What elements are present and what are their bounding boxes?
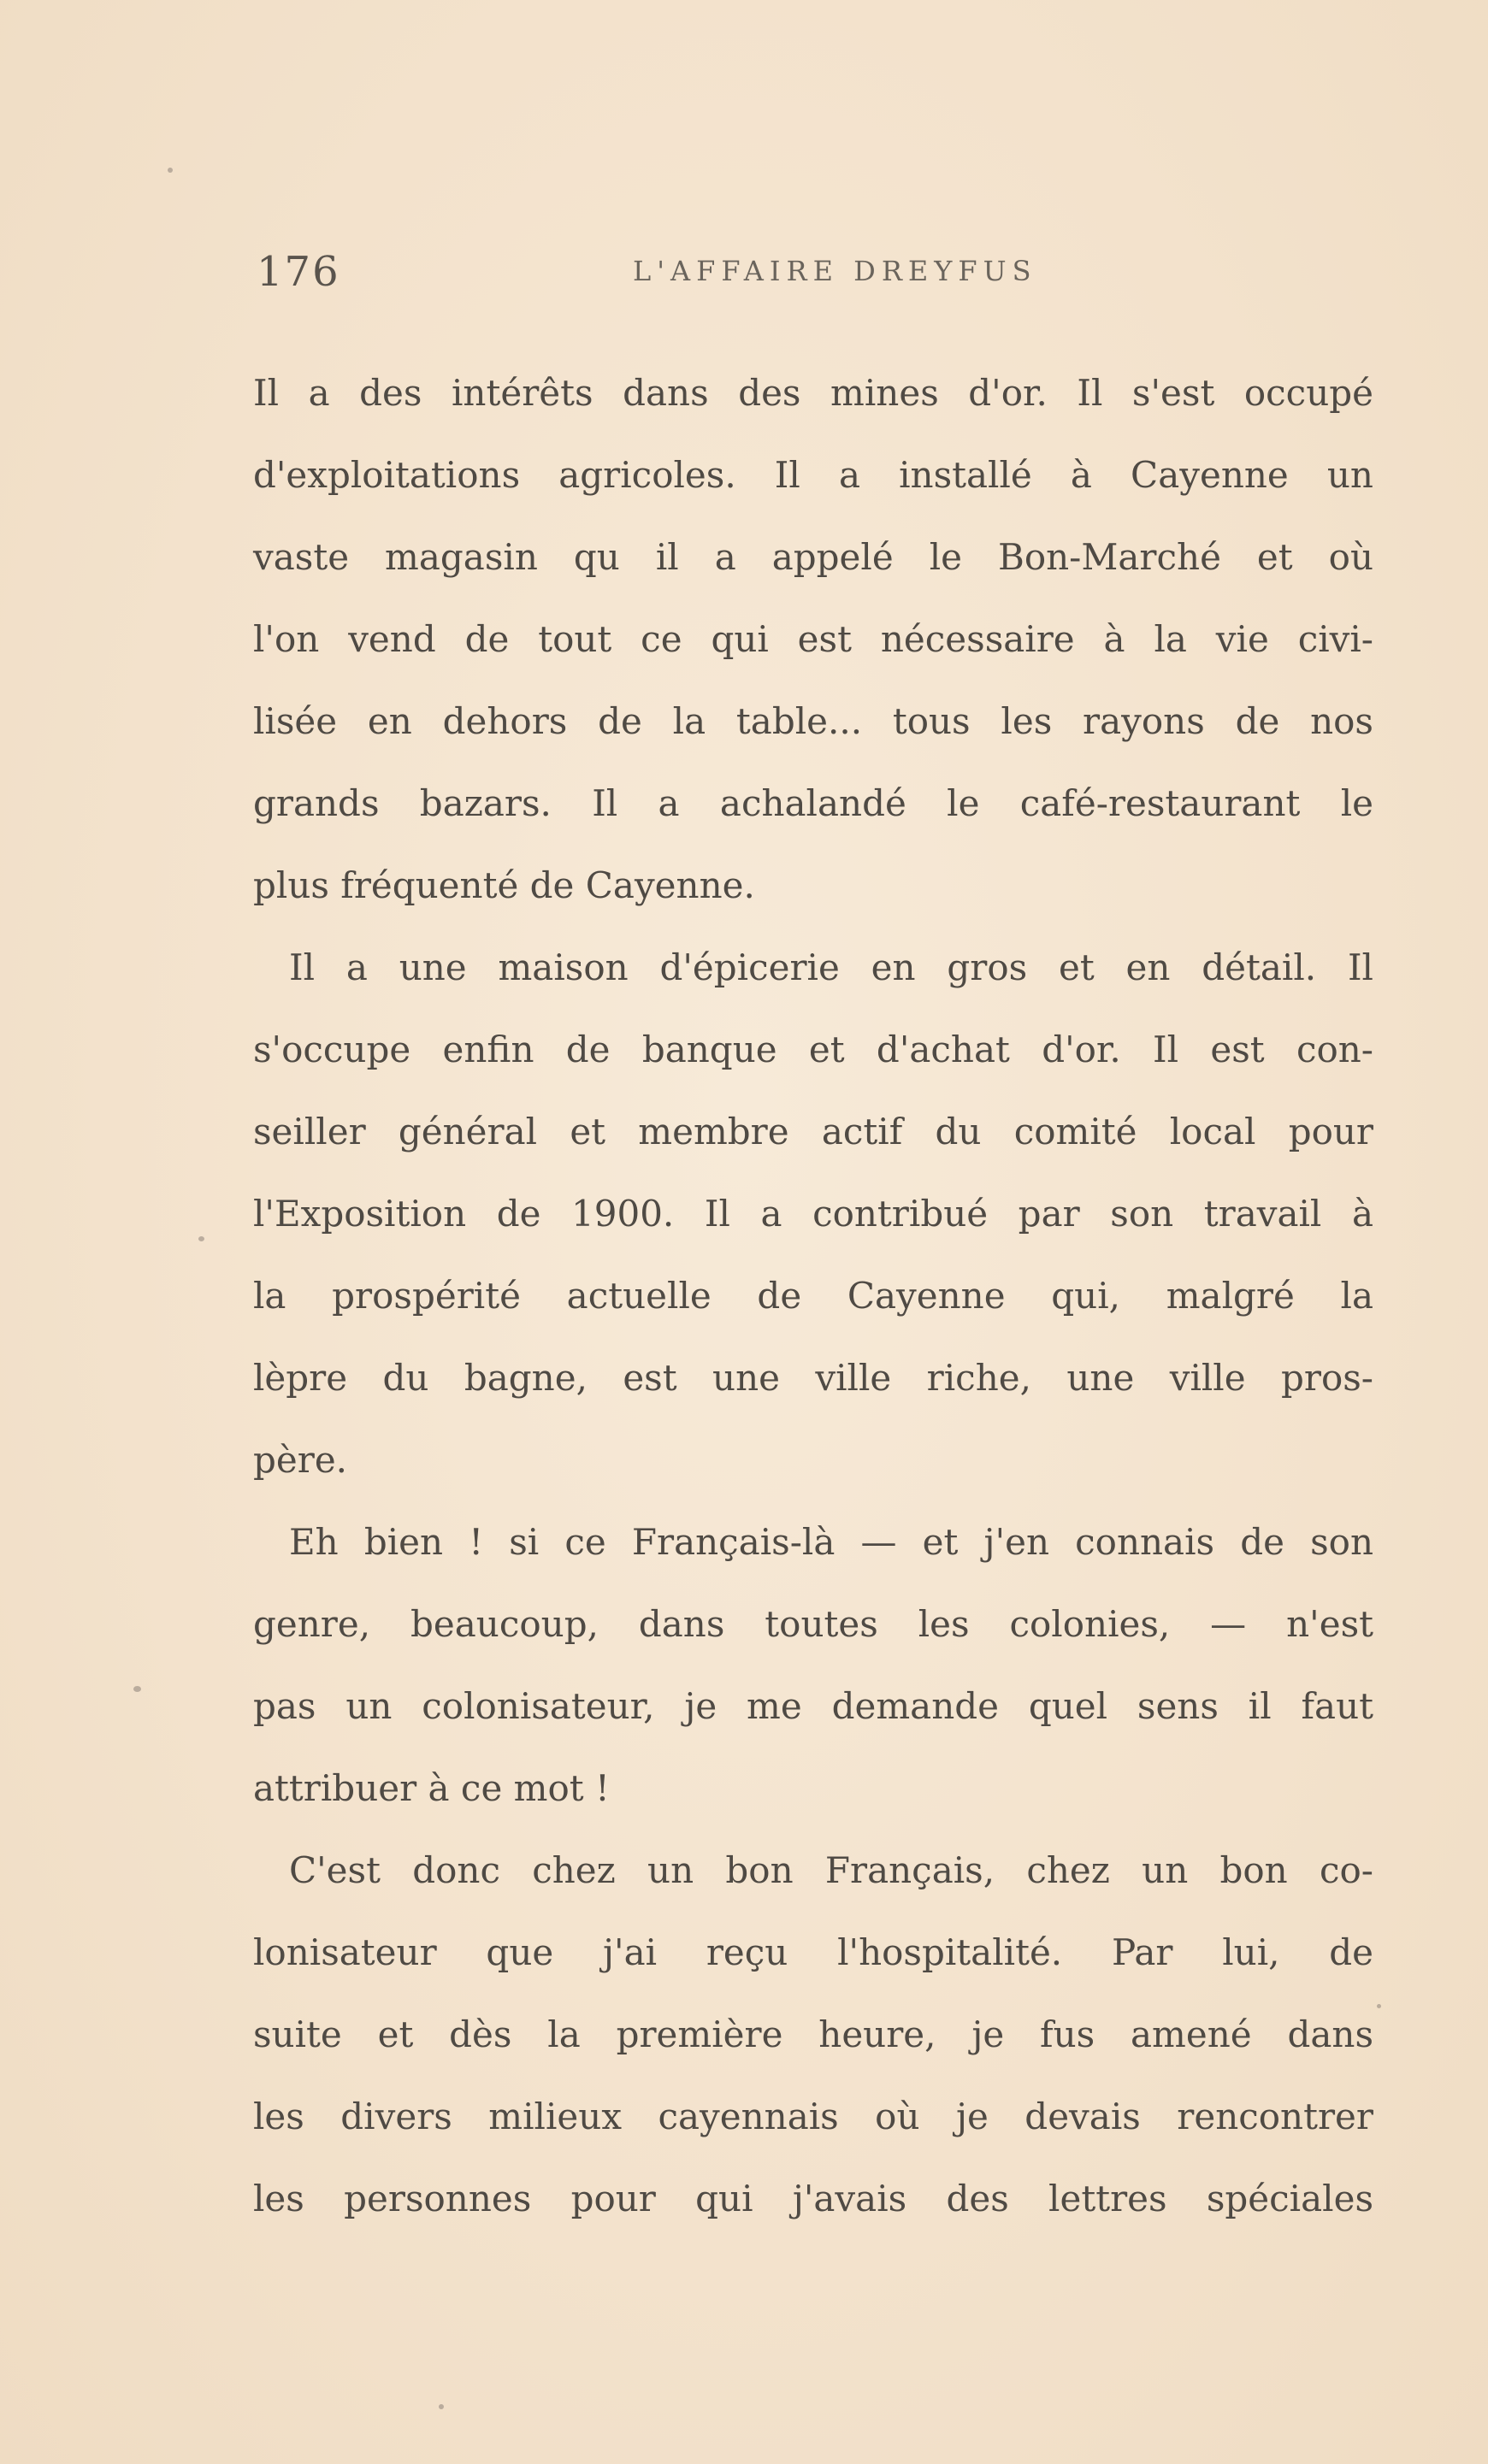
text-line: pas un colonisateur, je me demande quel sens il faut bbox=[253, 1685, 1373, 1727]
text-line: lisée en dehors de la table... tous les rayons de nos bbox=[253, 700, 1373, 742]
text-line: lonisateur que j'ai reçu l'hospitalité. Par lui, de bbox=[253, 1931, 1373, 1973]
text-line: l'on vend de tout ce qui est nécessaire à la vie civi- bbox=[253, 618, 1373, 660]
text-line: suite et dès la première heure, je fus amené dans bbox=[253, 2013, 1373, 2055]
text-line: attribuer à ce mot ! bbox=[253, 1767, 610, 1809]
text-line: l'Exposition de 1900. Il a contribué par son travail à bbox=[253, 1193, 1373, 1235]
text-line: s'occupe enfin de banque et d'achat d'or. Il est con- bbox=[253, 1029, 1373, 1070]
text-line: les personnes pour qui j'avais des lettres spéciales bbox=[253, 2178, 1373, 2219]
paragraph-start-line: C'est donc chez un bon Français, chez un bon co- bbox=[289, 1849, 1373, 1891]
text-line: Il a des intérêts dans des mines d'or. Il s'est occupé bbox=[253, 372, 1373, 414]
running-head bbox=[257, 248, 1385, 308]
paper-speck bbox=[439, 2404, 444, 2409]
text-line: genre, beaucoup, dans toutes les colonies, — n'est bbox=[253, 1603, 1373, 1645]
paper-speck bbox=[168, 168, 173, 173]
text-line: vaste magasin qu il a appelé le Bon-Marché et où bbox=[253, 536, 1373, 578]
text-line: lèpre du bagne, est une ville riche, une ville pros- bbox=[253, 1357, 1373, 1399]
paper-speck bbox=[133, 1686, 141, 1692]
body-text bbox=[253, 352, 1373, 2240]
text-line: les divers milieux cayennais où je devais rencontrer bbox=[253, 2096, 1373, 2137]
paragraph-start-line: Eh bien ! si ce Français-là — et j'en connais de son bbox=[289, 1521, 1373, 1563]
text-line: seiller général et membre actif du comité local pour bbox=[253, 1111, 1373, 1152]
running-title: L'AFFAIRE DREYFUS bbox=[633, 255, 1037, 287]
paper-speck bbox=[198, 1236, 204, 1241]
text-line: la prospérité actuelle de Cayenne qui, malgré la bbox=[253, 1275, 1373, 1317]
text-line: père. bbox=[253, 1439, 348, 1481]
paper-speck bbox=[1377, 2004, 1381, 2008]
text-line: grands bazars. Il a achalandé le café-restaurant le bbox=[253, 782, 1373, 824]
text-line: d'exploitations agricoles. Il a installé à Cayenne un bbox=[253, 454, 1373, 496]
paragraph-start-line: Il a une maison d'épicerie en gros et en détail. Il bbox=[289, 946, 1373, 988]
text-line: plus fréquenté de Cayenne. bbox=[253, 864, 755, 906]
page-number: 176 bbox=[257, 248, 340, 296]
